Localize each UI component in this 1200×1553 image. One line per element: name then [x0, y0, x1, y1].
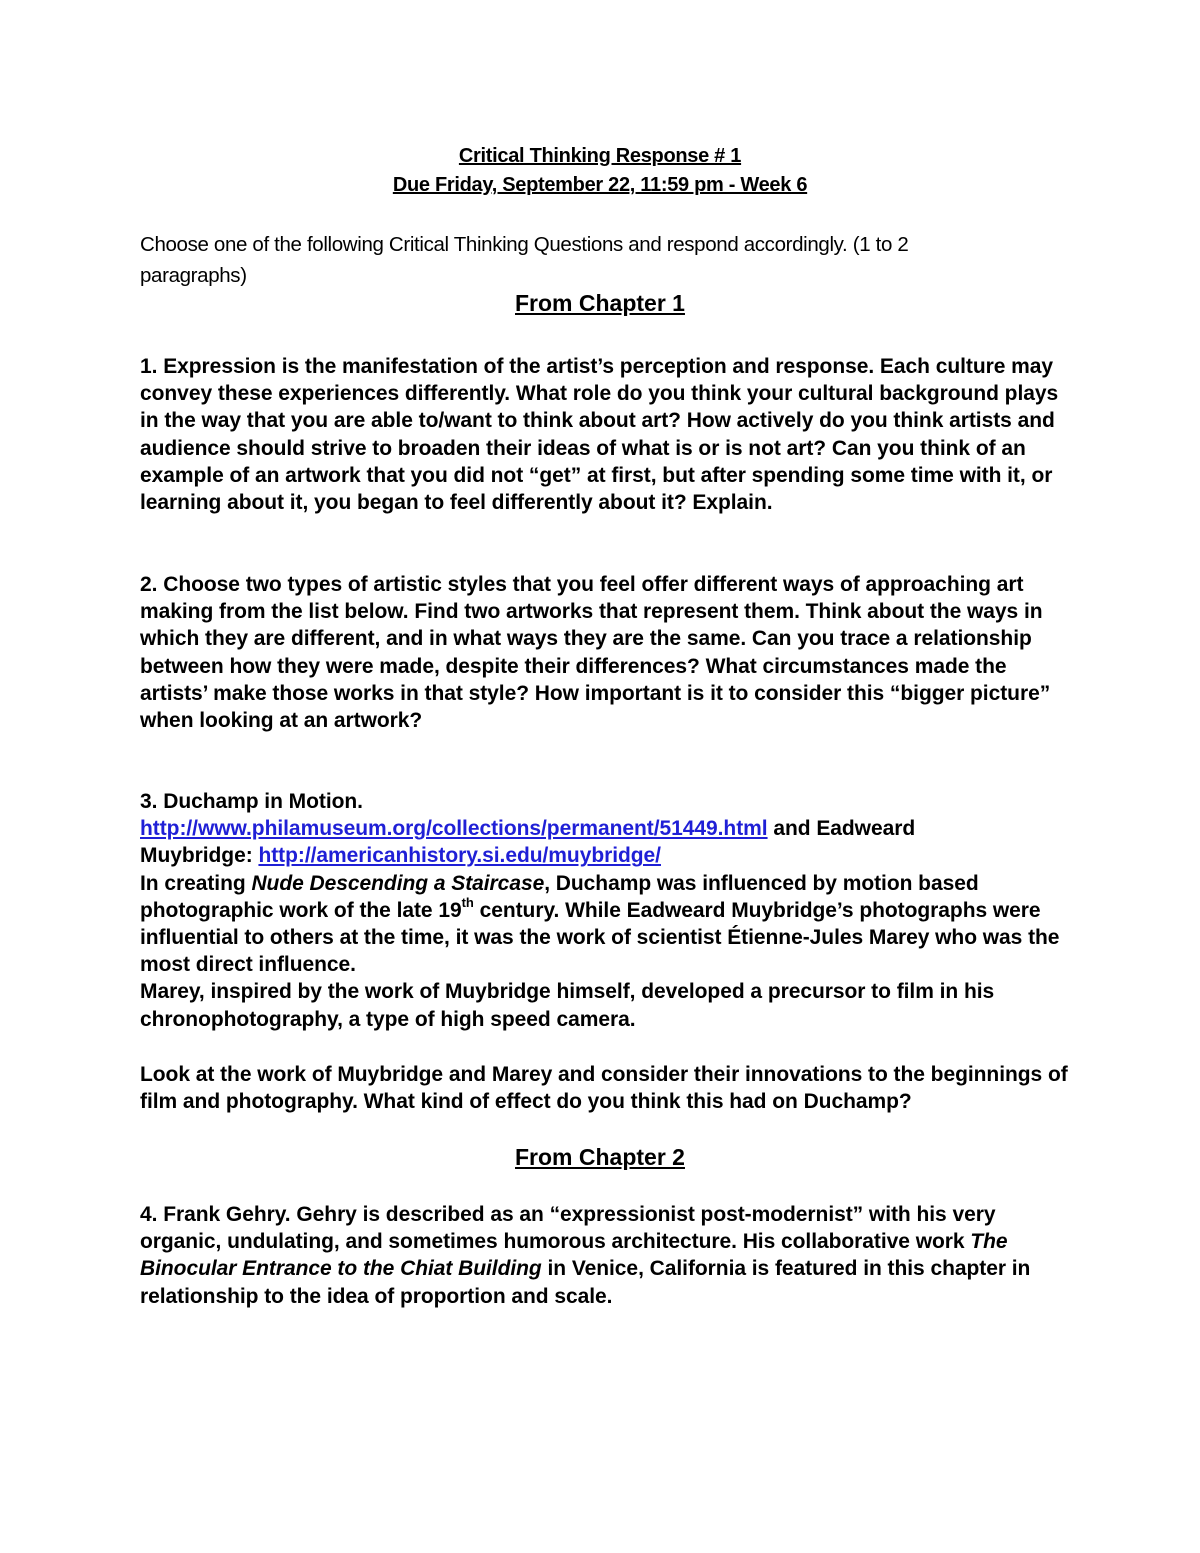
question-3-marey-paragraph: Marey, inspired by the work of Muybridge himself, developed a precursor to film in his chronophotography, a type of high speed camera.: [140, 980, 995, 1031]
intro-instructions: [140, 229, 1040, 291]
question-4-text-b: in Venice, California is featured in this chapter in relationship to the idea of proportion and scale.: [140, 1257, 1031, 1308]
due-date: Due Friday, September 22, 11:59 pm - Week 6: [392, 174, 808, 196]
question-3-heading: 3. Duchamp in Motion.: [140, 790, 363, 813]
muybridge-line: [140, 842, 1070, 869]
paragraph-text-b: , Duchamp was influenced by motion based photographic work of the late 19: [140, 871, 979, 922]
question-4-text-a: 4. Frank Gehry. Gehry is described as an “expressionist post-modernist” with his very organic, undulating, and sometimes humorous architecture. His collaborative work: [140, 1203, 996, 1254]
question-3-links: [140, 815, 1070, 842]
americanhistory-link[interactable]: http://americanhistory.si.edu/muybridge/: [258, 844, 661, 868]
question-3-prompt: Look at the work of Muybridge and Marey and consider their innovations to the beginnings of film and photography. What kind of effect do you think this had on Duchamp?: [140, 1063, 1068, 1114]
question-3: [140, 788, 1070, 1033]
muybridge-label: Muybridge:: [140, 844, 259, 868]
philamuseum-link[interactable]: http://www.philamuseum.org/collections/permanent/51449.html: [140, 817, 768, 841]
intro-line-2: paragraphs): [140, 264, 247, 287]
chapter-1-heading: From Chapter 1: [515, 290, 685, 316]
intro-line-1: Choose one of the following Critical Thinking Questions and respond accordingly. (1 to 2: [140, 233, 909, 256]
artwork-title: Nude Descending a Staircase: [251, 871, 545, 895]
document-title: Critical Thinking Response # 1: [458, 145, 742, 167]
question-2: 2. Choose two types of artistic styles that you feel offer different ways of approaching art making from the list below. Find two artworks that represent them. Think about the ways in which they are different, and in what ways they are the same. Can you trace a relationship between how they were made, despite their differences? What circumstances made the artists’ make those works in that style? How important is it to consider this “bigger picture” when looking at an artwork?: [140, 573, 1051, 733]
question-3-paragraph: [140, 870, 1070, 979]
question-1: 1. Expression is the manifestation of the artist’s perception and response. Each culture may convey these experiences differently. What role do you think your cultural background plays in the way that you are able to/want to think about art? How actively do you think artists and audience should strive to broaden their ideas of what is or is not art? Can you think of an example of an artwork that you did not “get” at first, but after spending some time with it, or learning about it, you began to feel differently about it? Explain.: [140, 355, 1059, 515]
superscript-th: th: [461, 894, 474, 910]
chapter-2-heading: From Chapter 2: [515, 1144, 685, 1170]
paragraph-text-a: In creating: [140, 871, 252, 895]
building-title: The Binocular Entrance to the Chiat Building: [140, 1230, 1008, 1281]
link-connector: and Eadweard: [767, 817, 916, 841]
question-4: [140, 1201, 1070, 1310]
paragraph-text-c: century. While Eadweard Muybridge’s photographs were influential to others at the time, it was the work of scientist Étienne-Jules Marey who was the most direct influence.: [140, 898, 1060, 977]
